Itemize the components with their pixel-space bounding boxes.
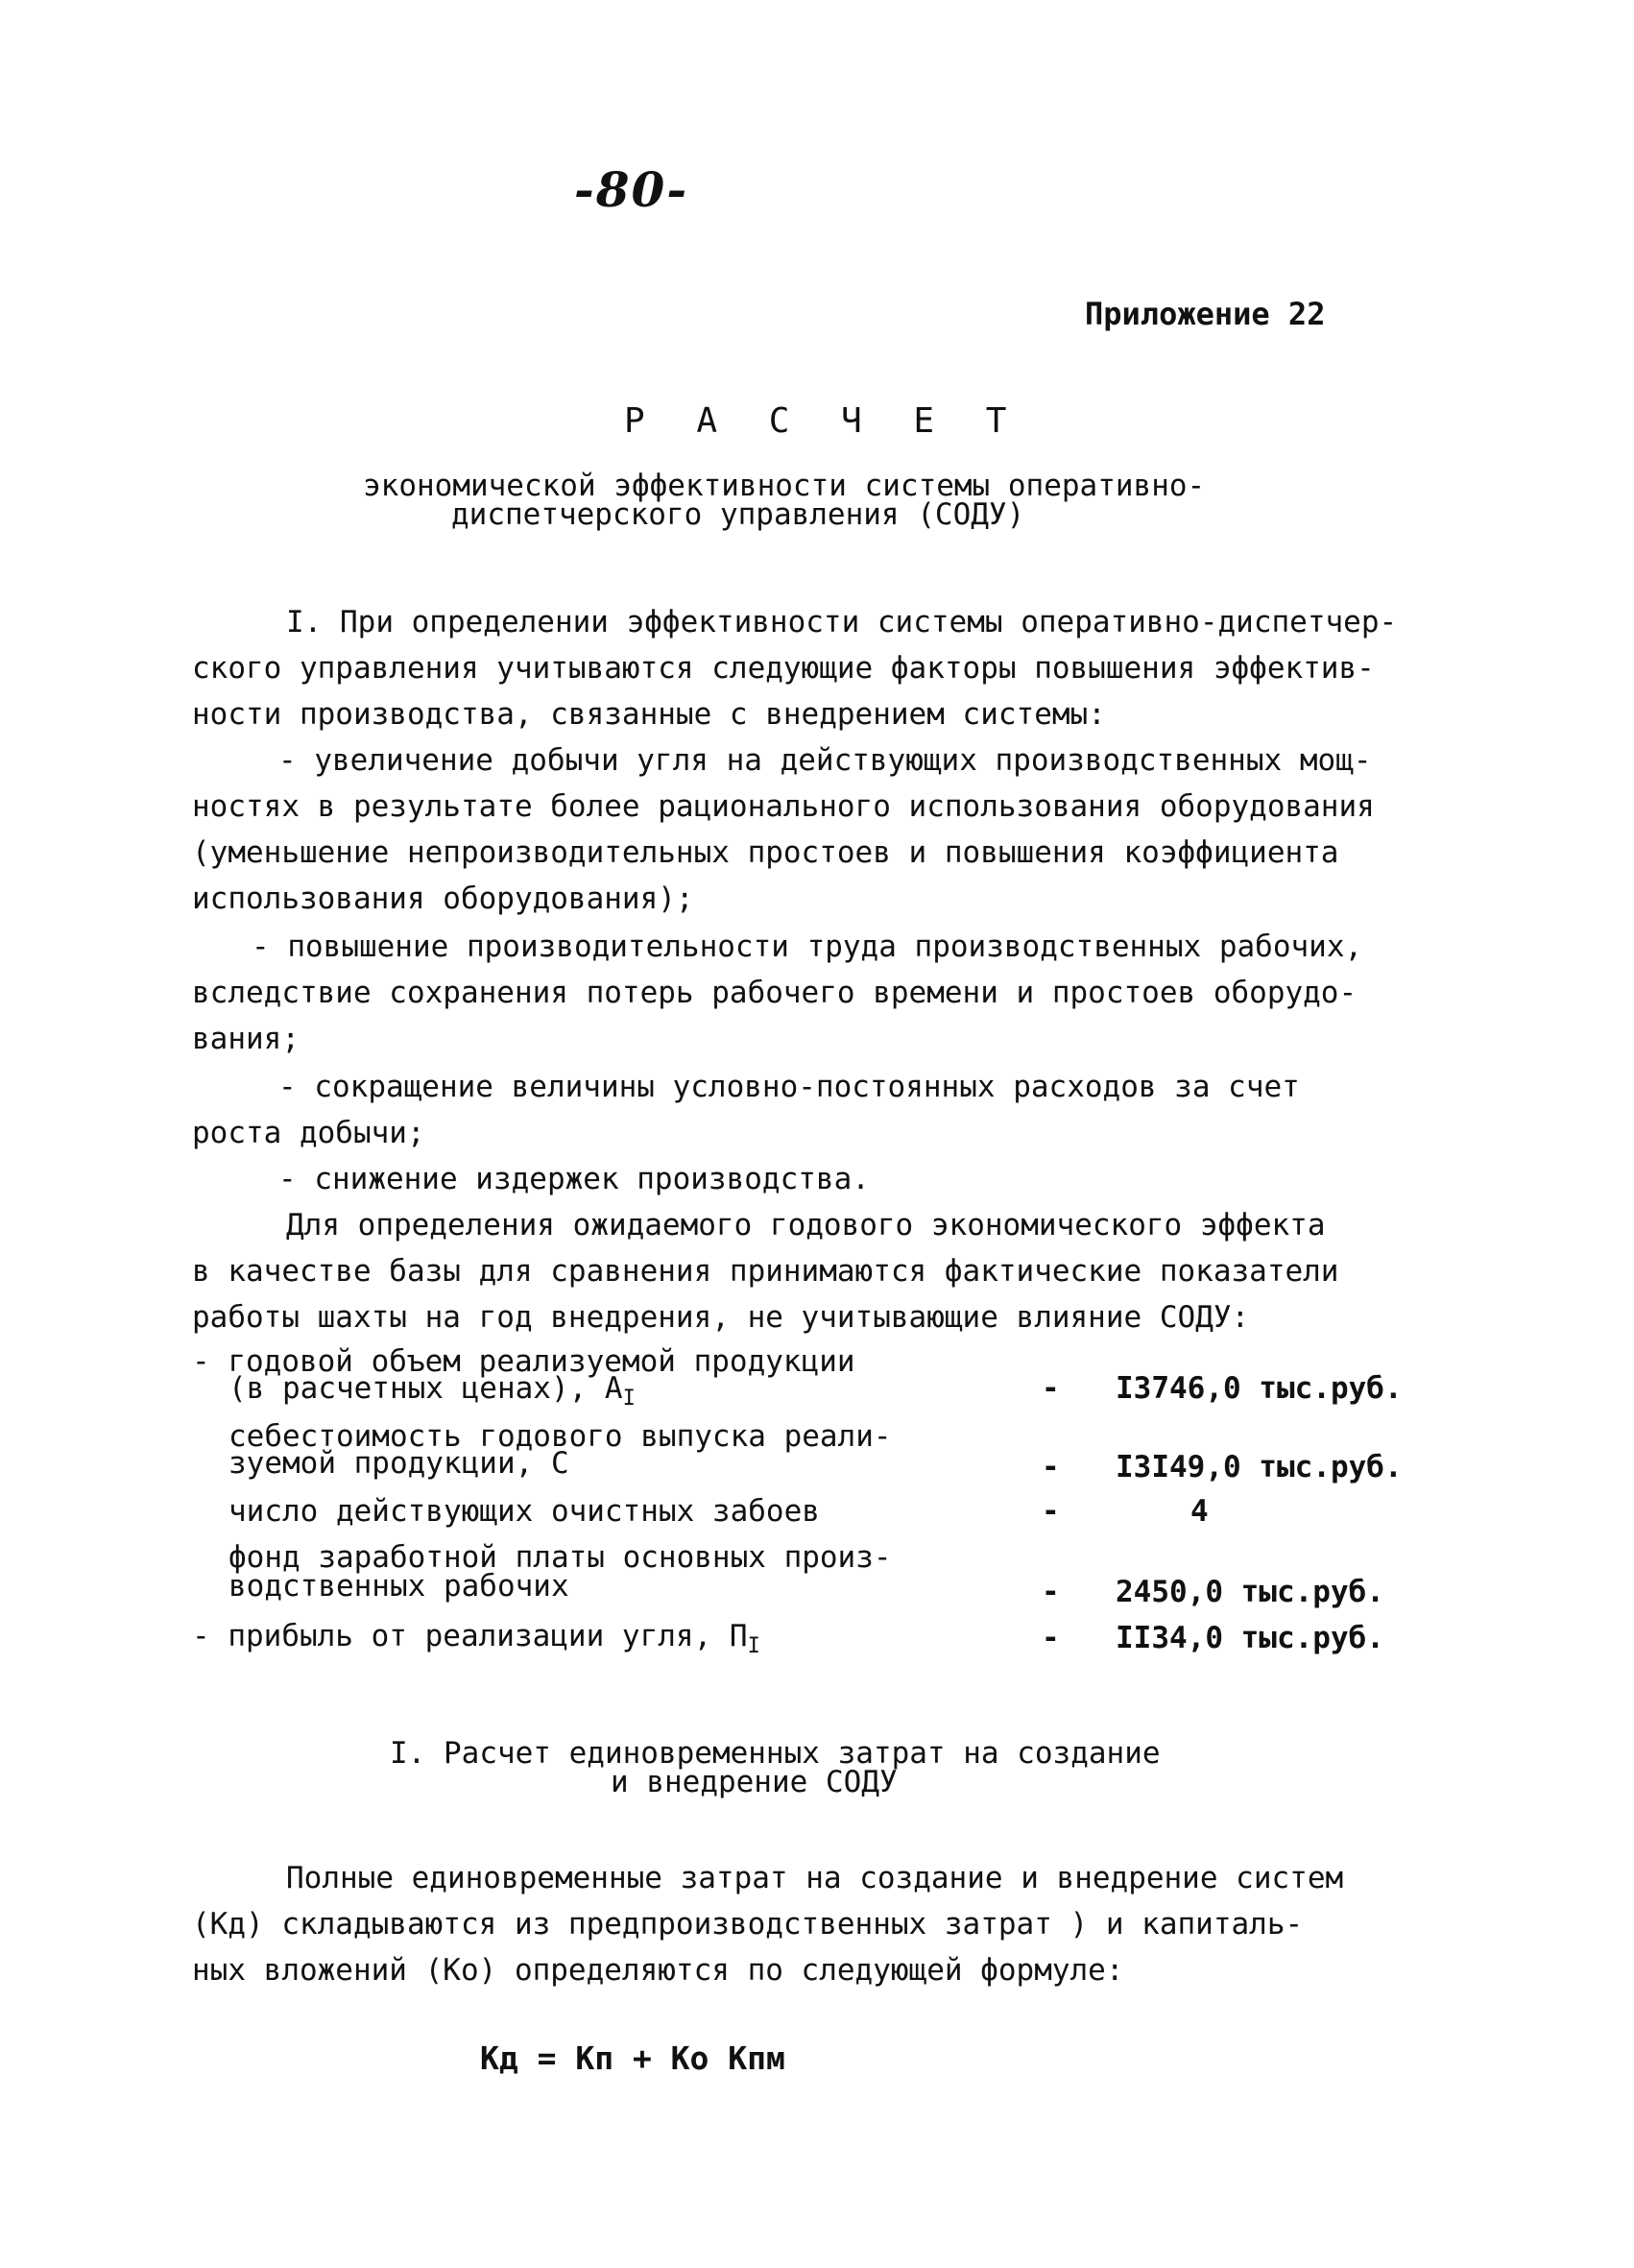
indicator-dash: - [1042, 1621, 1060, 1655]
intro-line: работы шахты на год внедрения, не учитывающие влияние СОДУ: [192, 1300, 1250, 1335]
intro-line: роста добычи; [192, 1116, 425, 1150]
intro-line: I. При определении эффективности системы оперативно-диспетчер- [286, 605, 1398, 639]
indicator-label: - годовой объем реализуемой продукции [192, 1344, 855, 1379]
section-text-line: (Кд) складываются из предпроизводственных затрат ) и капиталь- [192, 1907, 1304, 1942]
section-heading-line-2: и внедрение СОДУ [611, 1765, 898, 1799]
indicator-dash: - [1042, 1575, 1060, 1609]
section-text-line: Полные единовременные затрат на создание и внедрение систем [286, 1861, 1344, 1895]
intro-line: - увеличение добычи угля на действующих производственных мощ- [278, 743, 1372, 778]
indicator-value: 4 [1190, 1494, 1209, 1529]
indicator-dash: - [1042, 1450, 1060, 1484]
indicator-dash: - [1042, 1494, 1060, 1529]
intro-line: ностях в результате более рационального использования оборудования [192, 789, 1375, 824]
intro-line: ского управления учитываются следующие факторы повышения эффектив- [192, 651, 1375, 686]
indicator-label: (в расчетных ценах), $А_I$ [228, 1371, 636, 1411]
indicator-dash: - [1042, 1371, 1060, 1406]
indicator-value: II34,0 тыс.руб. [1116, 1621, 1384, 1655]
subtitle-line-2: диспетчерского управления (СОДУ) [451, 497, 1025, 532]
indicator-label: - прибыль от реализации угля, $П_I$ [192, 1619, 760, 1659]
intro-line: в качестве базы для сравнения принимаются фактические показатели [192, 1254, 1339, 1289]
formula: Кд = Кп + Ко Кпм [480, 2039, 785, 2077]
indicator-value: I3746,0 тыс.руб. [1116, 1371, 1403, 1406]
document-title: Р А С Ч Е Т [624, 401, 1022, 441]
page-number: -80- [574, 161, 689, 218]
section-text-line: ных вложений (Ко) определяются по следующей формуле: [192, 1953, 1124, 1988]
intro-line: использования оборудования); [192, 881, 694, 916]
intro-line: - снижение издержек производства. [278, 1162, 870, 1196]
indicator-value: 2450,0 тыс.руб. [1116, 1575, 1384, 1609]
indicator-value: I3I49,0 тыс.руб. [1116, 1450, 1403, 1484]
indicator-label: водственных рабочих [228, 1569, 569, 1604]
indicator-label: себестоимость годового выпуска реали- [228, 1419, 892, 1454]
intro-line: (уменьшение непроизводительных простоев и повышения коэффициента [192, 835, 1339, 870]
appendix-label: Приложение 22 [1085, 296, 1326, 332]
indicator-label: число действующих очистных забоев [228, 1494, 820, 1529]
intro-line: ности производства, связанные с внедрением системы: [192, 697, 1106, 732]
indicator-label: фонд заработной платы основных произ- [228, 1540, 892, 1575]
intro-line: вследствие сохранения потерь рабочего времени и простоев оборудо- [192, 976, 1358, 1010]
intro-line: Для определения ожидаемого годового экономического эффекта [286, 1208, 1326, 1243]
indicator-label: зуемой продукции, С [228, 1446, 569, 1481]
subtitle-line-1: экономической эффективности системы оперативно- [363, 469, 1206, 503]
section-heading-line-1: I. Расчет единовременных затрат на создание [390, 1736, 1161, 1771]
intro-line: - сокращение величины условно-постоянных расходов за счет [278, 1070, 1300, 1104]
intro-line: вания; [192, 1022, 300, 1056]
intro-line: - повышение производительности труда производственных рабочих, [252, 929, 1363, 964]
